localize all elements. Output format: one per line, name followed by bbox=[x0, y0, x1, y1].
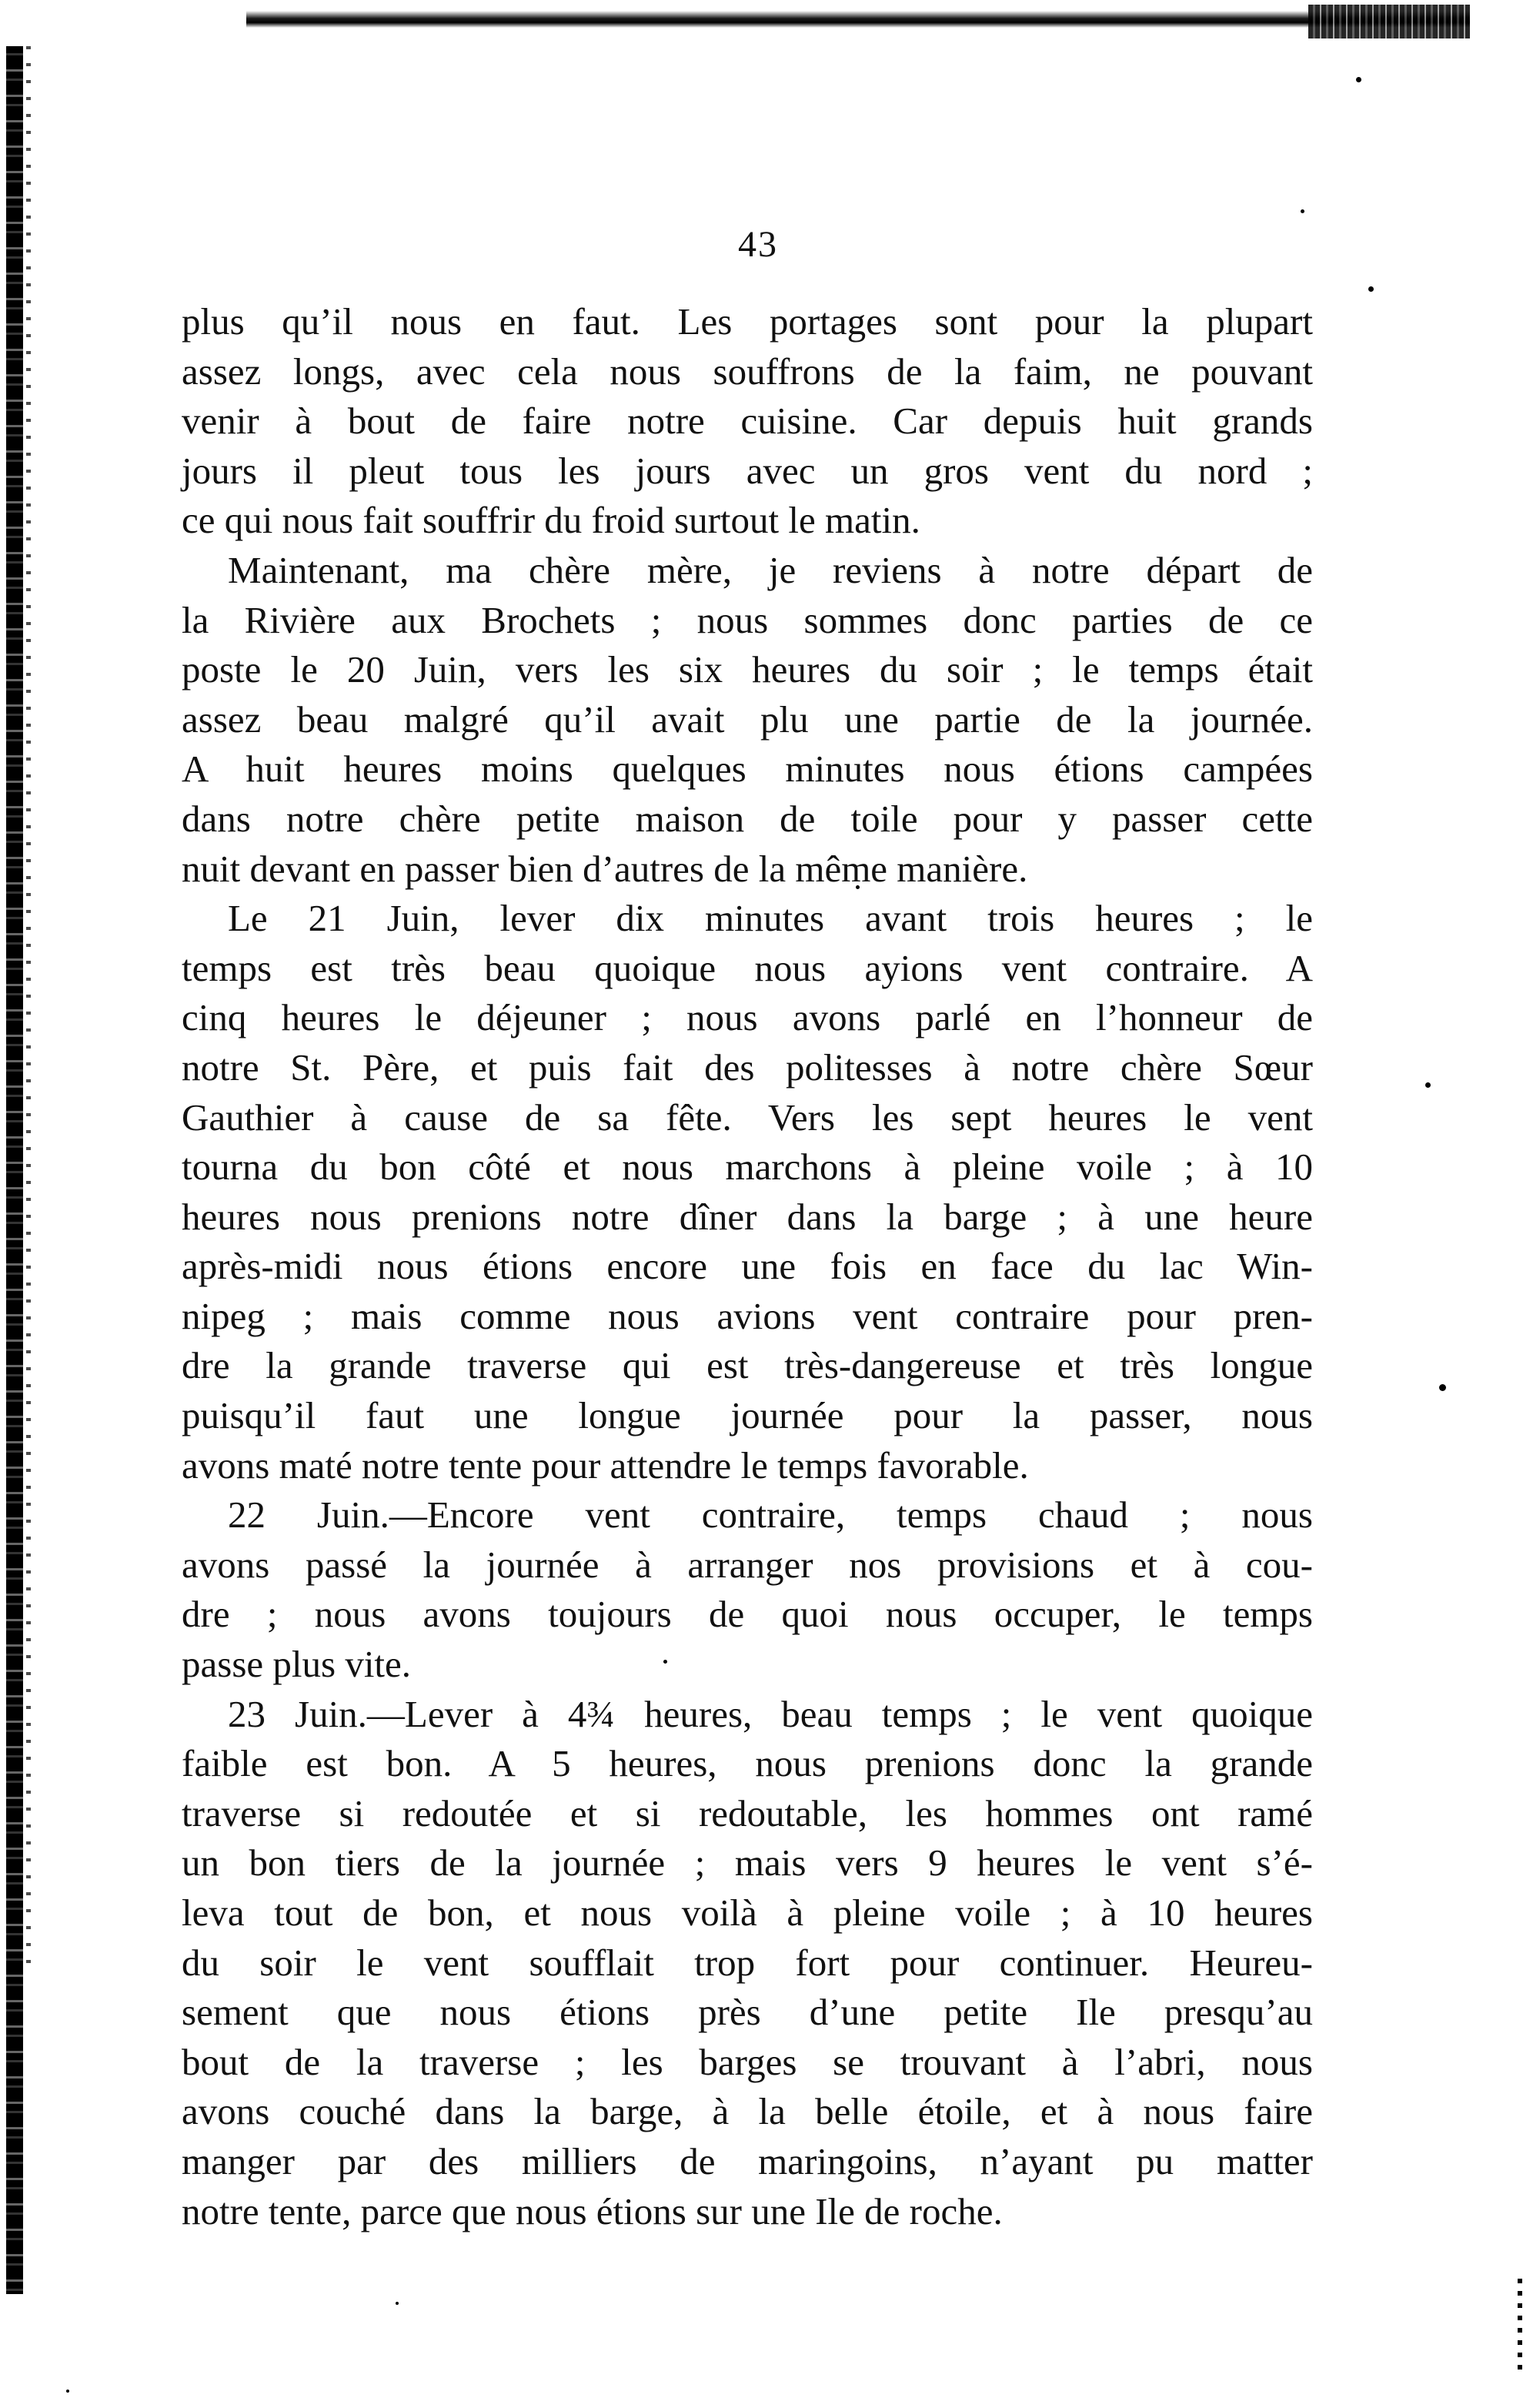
text-line: un bon tiers de la journée ; mais vers 9 heures le vent s’é- bbox=[182, 1841, 1313, 1885]
text-line: jours il pleut tous les jours avec un gros vent du nord ; bbox=[182, 449, 1313, 492]
text-line: 22 Juin.—Encore vent contraire, temps chaud ; nous bbox=[228, 1493, 1313, 1537]
text-line: manger par des milliers de maringoins, n’ayant pu matter bbox=[182, 2139, 1313, 2182]
text-line: faible est bon. A 5 heures, nous prenions donc la grande bbox=[182, 1742, 1313, 1785]
text-line: venir à bout de faire notre cuisine. Car depuis huit grands bbox=[182, 400, 1313, 443]
text-line: notre St. Père, et puis fait des politesses à notre chère Sœur bbox=[182, 1045, 1313, 1089]
text-line: notre tente, parce que nous étions sur une Ile de roche. bbox=[182, 2189, 1003, 2232]
scan-border-right-noise bbox=[1518, 2279, 1522, 2371]
text-line: bout de la traverse ; les barges se trouvant à l’abri, nous bbox=[182, 2040, 1313, 2083]
text-line: Le 21 Juin, lever dix minutes avant trois heures ; le bbox=[228, 897, 1313, 940]
text-line: la Rivière aux Brochets ; nous sommes donc parties de ce bbox=[182, 598, 1313, 641]
text-line: avons passé la journée à arranger nos provisions et à cou- bbox=[182, 1543, 1313, 1586]
scan-speck bbox=[1439, 1384, 1446, 1391]
text-line: dre ; nous avons toujours de quoi nous occuper, le temps bbox=[182, 1593, 1313, 1636]
scan-speck bbox=[1368, 286, 1374, 292]
scan-border-left-noise bbox=[26, 46, 31, 1971]
text-line: A huit heures moins quelques minutes nous étions campées bbox=[182, 747, 1313, 791]
scan-border-top bbox=[246, 11, 1470, 28]
text-line: avons couché dans la barge, à la belle étoile, et à nous faire bbox=[182, 2090, 1313, 2133]
scan-border-left bbox=[6, 46, 23, 2294]
scan-speck bbox=[1301, 209, 1304, 213]
text-line: assez beau malgré qu’il avait plu une partie de la journée. bbox=[182, 697, 1313, 741]
text-line: puisqu’il faut une longue journée pour la passer, nous bbox=[182, 1394, 1313, 1437]
page-number: 43 bbox=[738, 224, 778, 265]
scan-speck bbox=[1425, 1082, 1431, 1088]
text-line: dans notre chère petite maison de toile pour y passer cette bbox=[182, 797, 1313, 840]
body-text bbox=[182, 297, 1313, 2236]
text-line: leva tout de bon, et nous voilà à pleine voile ; à 10 heures bbox=[182, 1891, 1313, 1934]
scan-speck bbox=[1356, 77, 1361, 82]
text-line: Gauthier à cause de sa fête. Vers les sept heures le vent bbox=[182, 1095, 1313, 1139]
text-line: 23 Juin.—Lever à 4¾ heures, beau temps ; le vent quoique bbox=[228, 1692, 1313, 1735]
text-line: heures nous prenions notre dîner dans la barge ; à une heure bbox=[182, 1195, 1313, 1238]
scan-border-top-noise bbox=[1308, 5, 1470, 38]
text-line: dre la grande traverse qui est très-dangereuse et très longue bbox=[182, 1344, 1313, 1387]
text-line: poste le 20 Juin, vers les six heures du soir ; le temps était bbox=[182, 648, 1313, 691]
text-line: temps est très beau quoique nous ayions vent contraire. A bbox=[182, 946, 1313, 989]
text-line: nuit devant en passer bien d’autres de la même manière. bbox=[182, 847, 1028, 890]
text-line: du soir le vent soufflait trop fort pour continuer. Heureu- bbox=[182, 1941, 1313, 1984]
text-line: cinq heures le déjeuner ; nous avons parlé en l’honneur de bbox=[182, 996, 1313, 1039]
text-line: assez longs, avec cela nous souffrons de la faim, ne pouvant bbox=[182, 349, 1313, 393]
text-line: nipeg ; mais comme nous avions vent contraire pour pren- bbox=[182, 1294, 1313, 1337]
text-line: avons maté notre tente pour attendre le temps favorable. bbox=[182, 1443, 1029, 1487]
text-line: Maintenant, ma chère mère, je reviens à notre départ de bbox=[228, 548, 1313, 591]
text-line: sement que nous étions près d’une petite Ile presqu’au bbox=[182, 1991, 1313, 2034]
text-line: passe plus vite. bbox=[182, 1643, 412, 1686]
scan-speck bbox=[396, 2302, 399, 2305]
text-line: ce qui nous fait souffrir du froid surtout le matin. bbox=[182, 499, 920, 542]
text-line: tourna du bon côté et nous marchons à pleine voile ; à 10 bbox=[182, 1145, 1313, 1189]
scan-speck bbox=[66, 2390, 69, 2393]
text-line: après-midi nous étions encore une fois en face du lac Win- bbox=[182, 1245, 1313, 1288]
text-line: traverse si redoutée et si redoutable, les hommes ont ramé bbox=[182, 1791, 1313, 1834]
text-line: plus qu’il nous en faut. Les portages sont pour la plupart bbox=[182, 300, 1313, 343]
